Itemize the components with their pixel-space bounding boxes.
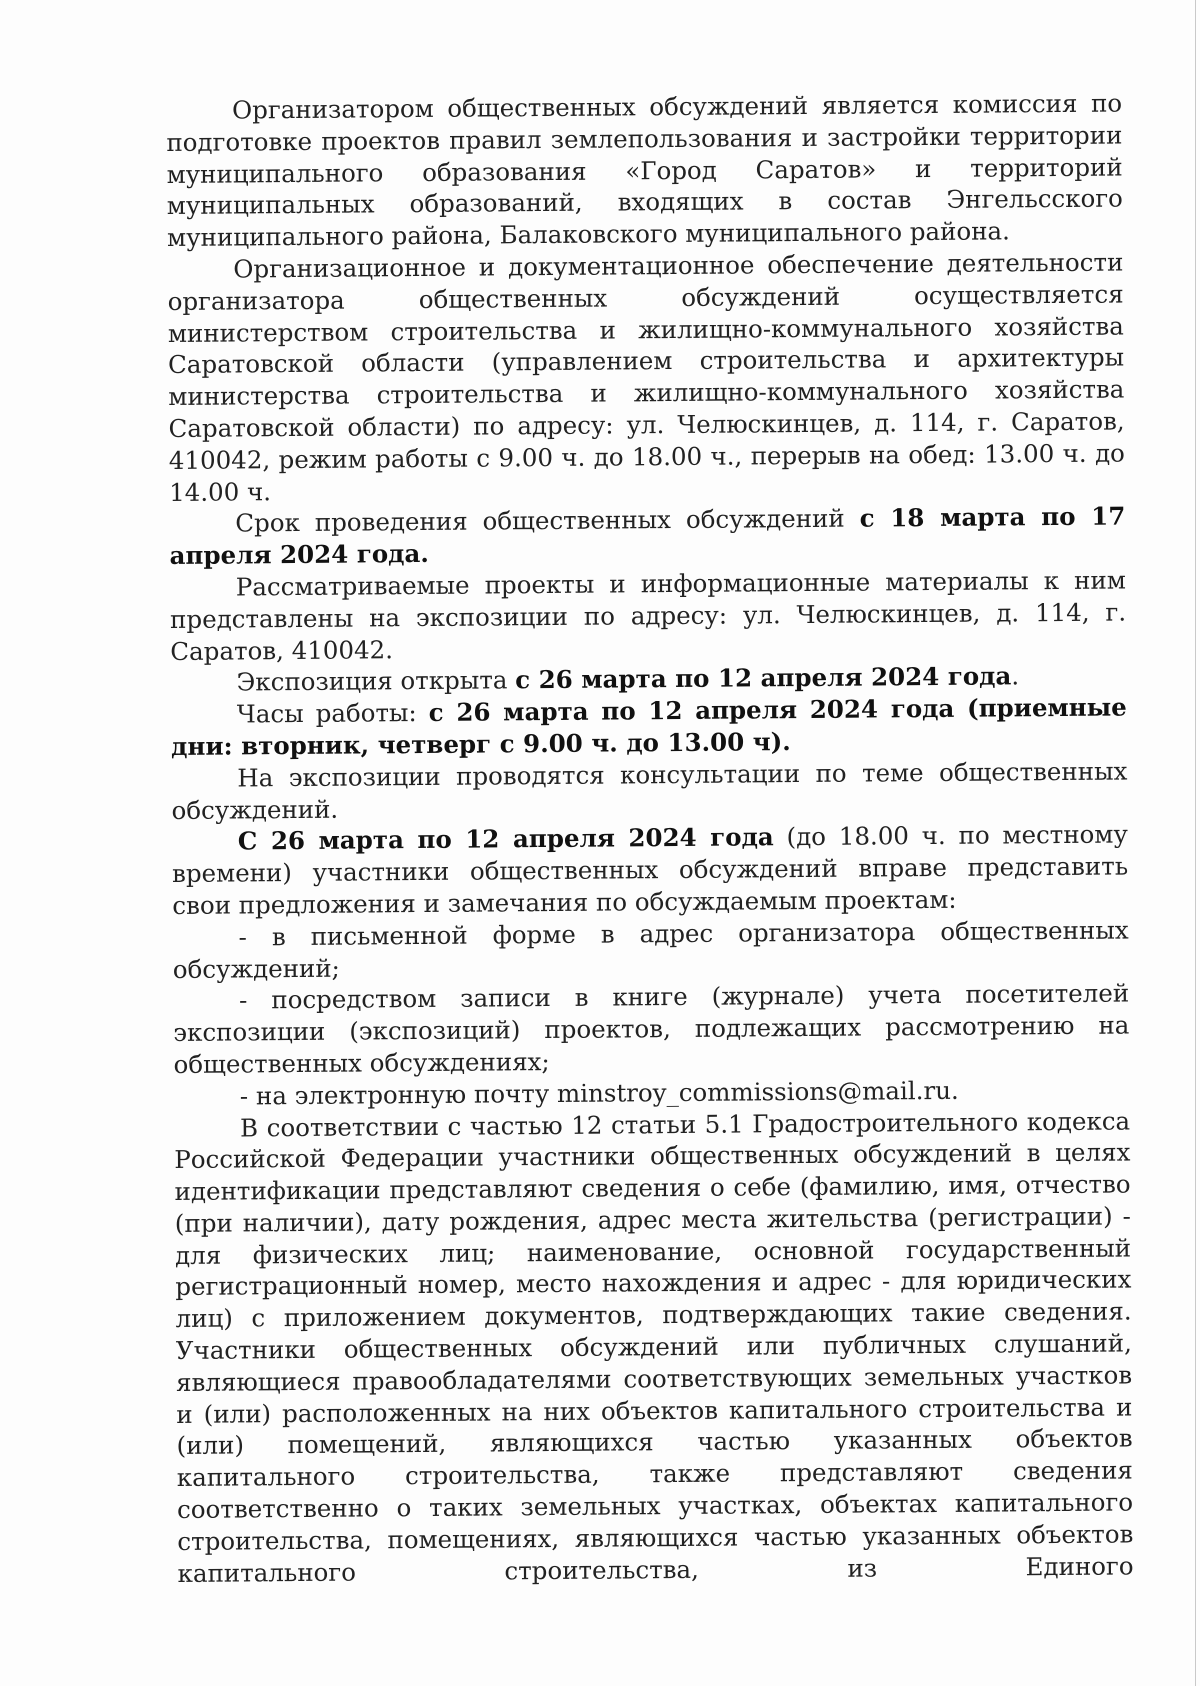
exposition-open-dates: с 26 марта по 12 апреля 2024 года <box>515 661 1012 695</box>
list-item-visitor-book: - посредством записи в книге (журнале) учета посетителей экспозиции (экспозиций) проектов, подлежащих рассмотрению на общественных обсуждениях; <box>173 978 1130 1079</box>
paragraph-consultations: На экспозиции проводятся консультации по теме общественных обсуждений. <box>171 756 1128 825</box>
paragraph-identification: В соответствии с частью 12 статьи 5.1 Градостроительного кодекса Российской Федерации участники общественных обсуждений в целях идентификации представляют сведения о себе (фамилию, имя, отчество (при наличии), дату рождения, адрес места жительства (регистрации) - для физических лиц; наименование, основной государственный регистрационный номер, место нахождения и адрес - для юридических лиц) с приложением документов, подтверждающих такие сведения. Участники общественных обсуждений или публичных слушаний, являющиеся правообладателями соответствующих земельных участков и (или) расположенных на них объектов капитального строительства и (или) помещений, являющихся частью указанных объектов капитального строительства, также представляют сведения соответственно о таких земельных участках, объектах капитального строительства, помещениях, являющихся частью указанных объектов капитального строительства, из Единого <box>174 1105 1134 1588</box>
exposition-open-text: Экспозиция открыта <box>236 665 516 697</box>
proposals-period-text: (до 18.00 ч. по местному времени) участники общественных обсуждений вправе представить свои предложения и замечания по обсуждаемым проектам: <box>172 819 1129 920</box>
proposals-period-dates: С 26 марта по 12 апреля 2024 года <box>237 822 774 856</box>
paragraph-discussion-period <box>169 501 1125 572</box>
paragraph-organizer: Организатором общественных обсуждений является комиссия по подготовке проектов правил землепользования и застройки территории муниципального образования «Город Саратов» и территорий муниципальных образований, входящих в состав Энгельсского муниципального района, Балаковского муниципального района. <box>166 88 1123 253</box>
discussion-period-dates: с 18 марта по 17 апреля 2024 года. <box>169 501 1126 571</box>
paragraph-proposals-period <box>172 819 1129 922</box>
list-item-written-form: - в письменной форме в адрес организатора общественных обсуждений; <box>172 915 1129 984</box>
working-hours-text: Часы работы: <box>236 698 429 729</box>
list-item-email: - на электронную почту minstroy_commissions@mail.ru. <box>239 1075 959 1111</box>
paragraph-working-hours <box>171 692 1127 763</box>
scan-edge-line <box>1195 0 1196 1686</box>
working-hours-dates: с 26 марта по 12 апреля 2024 года (приемные дни: вторник, четверг с 9.00 ч. до 13.00 ч). <box>171 692 1127 761</box>
discussion-period-text: Срок проведения общественных обсуждений <box>235 503 860 538</box>
exposition-open-end: . <box>1011 661 1020 691</box>
paragraph-exposition-materials: Рассматриваемые проекты и информационные материалы к ним представлены на экспозиции по адресу: ул. Челюскинцев, д. 114, г. Саратов, 410042. <box>170 565 1127 666</box>
document-body <box>166 87 1134 1589</box>
paragraph-organizational-support: Организационное и документационное обеспечение деятельности организатора общественных обсуждений осуществляется министерством строительства и жилищно-коммунального хозяйства Саратовской области (управлением строительства и архитектуры министерства строительства и жилищно-коммунального хозяйства Саратовской области) по адресу: ул. Челюскинцев, д. 114, г. Саратов, 410042, режим работы с 9.00 ч. до 18.00 ч., перерыв на обед: 13.00 ч. до 14.00 ч. <box>167 247 1125 507</box>
